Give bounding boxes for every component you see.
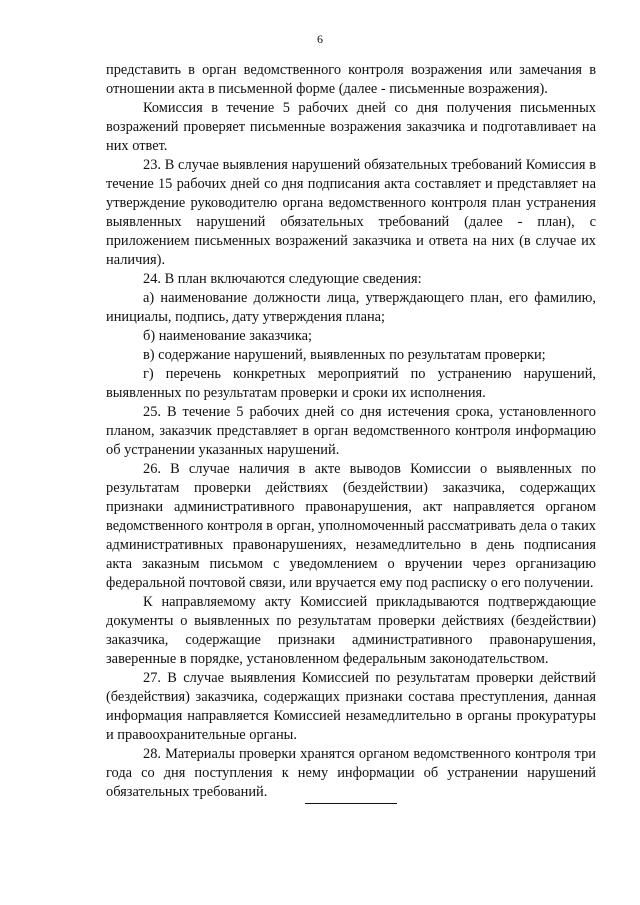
end-separator-line xyxy=(305,803,397,804)
page-number: 6 xyxy=(317,32,323,46)
document-body xyxy=(106,61,596,802)
list-item-a: а) наименование должности лица, утверждающего план, его фамилию, инициалы, подпись, дату утверждения плана; xyxy=(106,290,596,325)
paragraph-25: 25. В течение 5 рабочих дней со дня истечения срока, установленного планом, заказчик представляет в орган ведомственного контроля информацию об устранении указанных нарушений. xyxy=(106,404,596,458)
paragraph-23: 23. В случае выявления нарушений обязательных требований Комиссия в течение 15 рабочих дней со дня подписания акта составляет и представляет на утверждение руководителю органа ведомственного контроля план устранения выявленных нарушений обязательных требований (далее - план), с приложением письменных возражений заказчика и ответа на них (в случае их наличия). xyxy=(106,157,596,268)
paragraph-26: 26. В случае наличия в акте выводов Комиссии о выявленных по результатам проверки действиях (бездействии) заказчика, содержащих признаки административного правонарушения, акт направляется органом ведомственного контроля в орган, уполномоченный рассматривать дела о таких административных правонарушениях, незамедлительно в день подписания акта заказным письмом с уведомлением о вручении через организацию федеральной почтовой связи, или вручается ему под расписку о его получении. xyxy=(106,461,597,591)
paragraph-28: 28. Материалы проверки хранятся органом ведомственного контроля три года со дня поступления к нему информации об устранении нарушений обязательных требований. xyxy=(106,746,596,800)
list-item-b: б) наименование заказчика; xyxy=(143,328,312,344)
paragraph-24: 24. В план включаются следующие сведения: xyxy=(143,271,422,287)
paragraph-27: 27. В случае выявления Комиссией по результатам проверки действий (бездействия) заказчика, содержащих признаки состава преступления, данная информация направляется Комиссией незамедлительно в органы прокуратуры и правоохранительные органы. xyxy=(106,670,596,743)
paragraph-commission-review: Комиссия в течение 5 рабочих дней со дня получения письменных возражений проверяет письменные возражения заказчика и подготавливает на них ответ. xyxy=(106,100,596,154)
paragraph-attachments: К направляемому акту Комиссией прикладываются подтверждающие документы о выявленных по результатам проверки действиях (бездействии) заказчика, содержащие признаки административного правонарушения, заверенные в порядке, установленном федеральным законодательством. xyxy=(106,594,596,667)
list-item-g: г) перечень конкретных мероприятий по устранению нарушений, выявленных по результатам проверки и сроки их исполнения. xyxy=(106,366,596,401)
paragraph-continuation: представить в орган ведомственного контроля возражения или замечания в отношении акта в письменной форме (далее - письменные возражения). xyxy=(106,62,596,97)
list-item-v: в) содержание нарушений, выявленных по результатам проверки; xyxy=(143,347,546,363)
